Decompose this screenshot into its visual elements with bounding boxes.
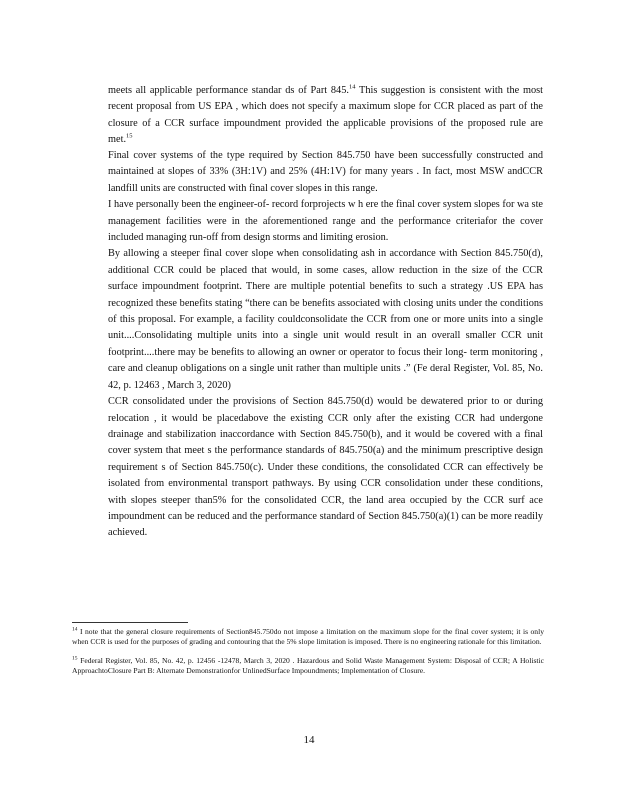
footnote-text: Federal Register, Vol. 85, No. 42, p. 12456 -12478, March 3, 2020 . Hazardous and Solid Waste Management System: Disposal of CCR; A Holistic ApproachtoClosure Part B: Alternate Demonstrationfor UnlinedSurface Impoundments; Implementation of Closure.	[72, 655, 544, 676]
bullet-item-steeper-slope	[88, 246, 543, 394]
footnote-ref-14[interactable]: 14	[348, 83, 356, 91]
bullet-item-engineer-of-record	[88, 197, 543, 246]
footnote-15	[72, 656, 544, 677]
bullet-list	[88, 148, 543, 542]
bullet-text: CCR consolidated under the provisions of Section 845.750(d) would be dewatered prior to or during relocation , it would be placedabove the existing CCR only after the existing CCR had undergone drainage and stabilization inaccordance with Section 845.750(b), and it would be covered with a final cover system that meet s the performance standards of 845.750(a) and the minimum prescriptive design requirement s of Section 845.750(c). Under these conditions, the consolidated CCR can effectively be isolated from environmental transport pathways. By using CCR consolidation under these conditions, with slopes steeper than5% for the consolidated CCR, the land area occupied by the CCR surf ace impoundment can be reduced and the performance standard of Section 845.750(a)(1) can be more readily achieved.	[108, 396, 543, 539]
page-number: 14	[303, 734, 315, 746]
bullet-text: Final cover systems of the type required by Section 845.750 have been successfully constructed and maintained at slopes of 33% (3H:1V) and 25% (4H:1V) for many years . In fact, most MSW andCCR landfill units are constructed with final cover slopes in this range.	[108, 150, 543, 194]
footnote-14	[72, 627, 544, 648]
footnotes-section	[72, 627, 544, 685]
intro-paragraph	[108, 83, 543, 149]
bullet-text: By allowing a steeper final cover slope when consolidating ash in accordance with Section 845.750(d), additional CCR could be placed that would, in some cases, allow reduction in the size of the CCR surface impoundment footprint. There are multiple potential benefits to such a strategy .US EPA has recognized these benefits stating “there can be benefits associated with closing units under the conditions of this proposal. For example, a facility couldconsolidate the CCR from one or more units into a single unit....Consolidating multiple units into a single unit would result in an overall smaller CCR unit footprint....there may be benefits to allowing an owner or operator to focus their long- term monitoring , care and cleanup obligations on a single unit rather than multiple units .” (Fe deral Register, Vol. 85, No. 42, p. 12463 , March 3, 2020)	[108, 248, 543, 391]
intro-text-b: This suggestion is consistent with the most recent proposal from US EPA , which does not specify a maximum slope for CCR placed as part of the closure of a CCR surface impoundment provided the applicable provisions of the proposed rule are met.	[108, 85, 544, 146]
footnote-text: I note that the general closure requirements of Section845.750do not impose a limitation on the maximum slope for the final cover system; it is only when CCR is used for the purposes of grading and contouring that the 5% slope limitation is imposed. There is no engineering rationale for this limitation.	[72, 627, 544, 647]
footnote-number: 15	[72, 655, 78, 662]
bullet-text: I have personally been the engineer-of- record forprojects w h ere the final cover system slopes for wa ste management facilities were in the aforementioned range and the performance criteriafor the cover included managing run-off from design storms and limiting erosion.	[108, 199, 543, 244]
footnote-divider	[72, 622, 188, 623]
footnote-ref-15[interactable]: 15	[126, 132, 133, 140]
bullet-item-ccr-consolidated	[88, 394, 543, 542]
bullet-item-final-cover	[88, 148, 543, 197]
footnote-number: 14	[72, 626, 78, 633]
intro-text-a: meets all applicable performance standar ds of Part 845.	[108, 85, 349, 96]
